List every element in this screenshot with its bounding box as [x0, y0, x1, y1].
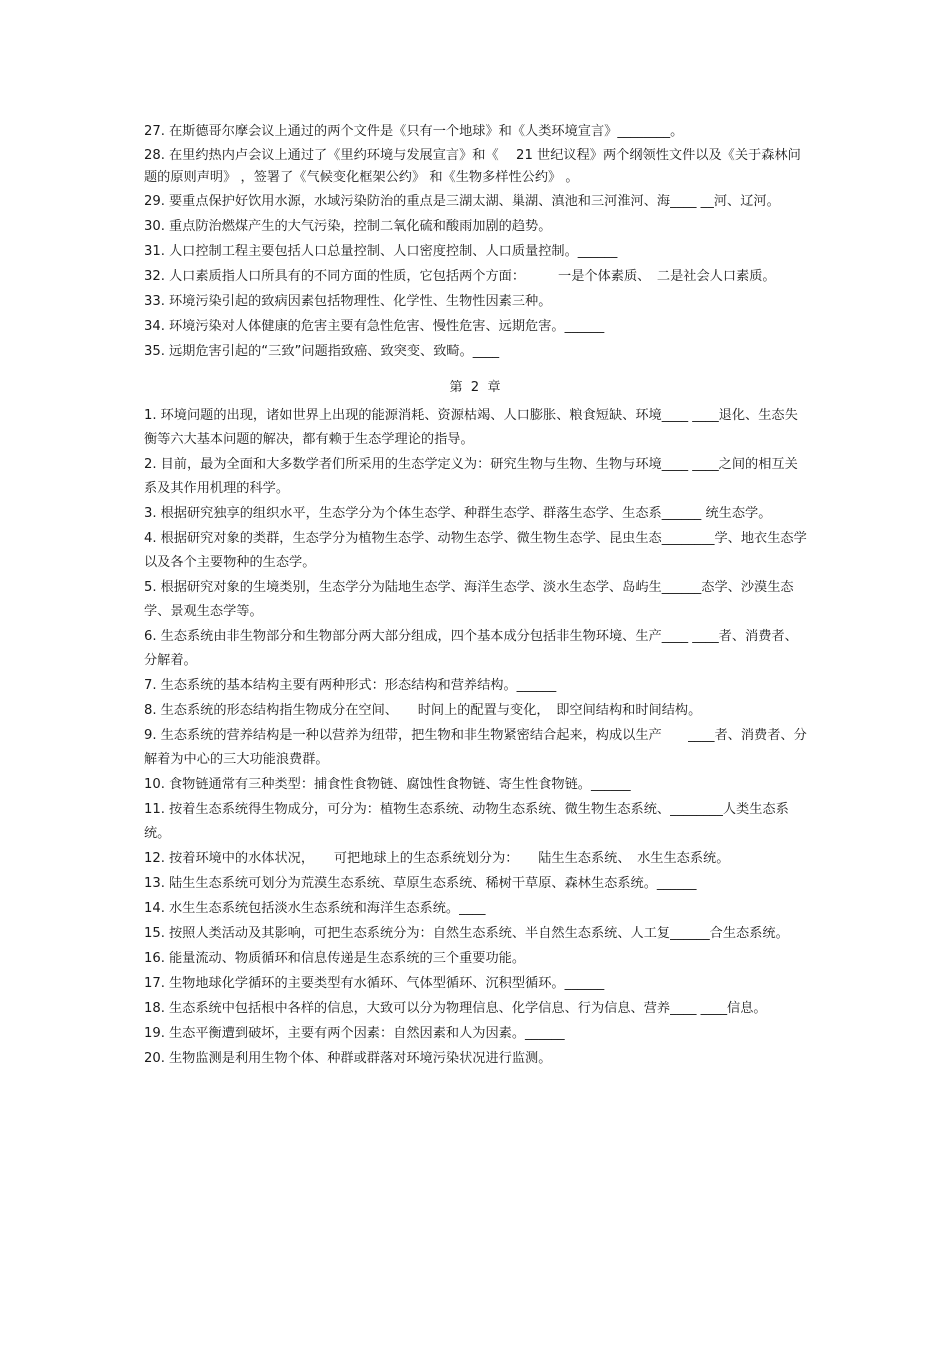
item-number: 33. — [144, 294, 165, 309]
list-item — [144, 576, 808, 624]
item-number: 3. — [144, 506, 157, 521]
item-text: 生态系统中包括根中各样的信息，大致可以分为物理信息、化学信息、行为信息、营养____ ____信息。 — [168, 1001, 767, 1016]
item-text: 生态系统由非生物部分和生物部分两大部分组成，四个基本成分包括非生物环境、生产____ ____者、消费者、分解着。 — [144, 629, 798, 668]
item-text: 在里约热内卢会议上通过了《里约环境与发展宣言》和《 21 世纪议程》两个纲领性文件以及《关于森林问题的原则声明》 ，签署了《气候变化框架公约》 和《生物多样性公约》 。 — [144, 148, 801, 185]
item-number: 29. — [144, 194, 165, 209]
chapter-heading: 第 2 章 — [449, 380, 503, 395]
item-number: 11. — [144, 802, 165, 817]
list-item — [144, 290, 808, 314]
item-text: 人口控制工程主要包括人口总量控制、人口密度控制、人口质量控制。______ — [168, 244, 618, 259]
list-item — [144, 922, 808, 946]
item-number: 9. — [144, 728, 157, 743]
item-number: 5. — [144, 580, 157, 595]
item-text: 环境污染对人体健康的危害主要有急性危害、慢性危害、远期危害。______ — [168, 319, 605, 334]
item-number: 13. — [144, 876, 165, 891]
item-number: 2. — [144, 457, 157, 472]
item-number: 31. — [144, 244, 165, 259]
list-item — [144, 502, 808, 526]
list-item — [144, 527, 808, 575]
item-text: 环境问题的出现，诸如世界上出现的能源消耗、资源枯竭、人口膨胀、粮食短缺、环境____ ____退化、生态失衡等六大基本问题的解决，都有赖于生态学理论的指导。 — [144, 408, 798, 447]
item-number: 4. — [144, 531, 157, 546]
item-text: 按着生态系统得生物成分，可分为：植物生态系统、动物生态系统、微生物生态系统、________人类生态系统。 — [144, 802, 789, 841]
list-item — [144, 190, 808, 214]
list-item — [144, 847, 808, 871]
item-text: 根据研究对象的生境类别，生态学分为陆地生态学、海洋生态学、淡水生态学、岛屿生______态学、沙漠生态学、景观生态学等。 — [144, 580, 794, 619]
list-item — [144, 215, 808, 239]
item-number: 14. — [144, 901, 165, 916]
item-number: 8. — [144, 703, 157, 718]
item-text: 食物链通常有三种类型：捕食性食物链、腐蚀性食物链、寄生性食物链。______ — [168, 777, 631, 792]
list-item — [144, 724, 808, 772]
list-item — [144, 699, 808, 723]
list-item — [144, 315, 808, 339]
list-item — [144, 120, 808, 144]
item-text: 生态系统的基本结构主要有两种形式：形态结构和营养结构。______ — [160, 678, 557, 693]
list-item — [144, 340, 808, 364]
list-item — [144, 265, 808, 289]
item-number: 32. — [144, 269, 165, 284]
item-text: 在斯德哥尔摩会议上通过的两个文件是《只有一个地球》和《人类环境宣言》________。 — [168, 124, 684, 139]
item-number: 7. — [144, 678, 157, 693]
item-text: 重点防治燃煤产生的大气污染，控制二氧化硫和酸雨加剧的趋势。 — [168, 219, 552, 234]
item-number: 12. — [144, 851, 165, 866]
item-text: 远期危害引起的“三致”问题指致癌、致突变、致畸。____ — [168, 344, 500, 359]
item-number: 30. — [144, 219, 165, 234]
item-number: 17. — [144, 976, 165, 991]
item-number: 1. — [144, 408, 157, 423]
item-text: 生态系统的营养结构是一种以营养为纽带，把生物和非生物紧密结合起来，构成以生产 ____者、消费者、分解着为中心的三大功能浪费群。 — [144, 728, 807, 767]
item-text: 要重点保护好饮用水源，水域污染防治的重点是三湖太湖、巢湖、滇池和三河淮河、海____ __河、辽河。 — [168, 194, 780, 209]
list-item — [144, 773, 808, 797]
item-number: 10. — [144, 777, 165, 792]
item-text: 根据研究对象的类群，生态学分为植物生态学、动物生态学、微生物生态学、昆虫生态________学、地衣生态学以及各个主要物种的生态学。 — [144, 531, 807, 570]
item-text: 生态系统的形态结构指生物成分在空间、 时间上的配置与变化， 即空间结构和时间结构。 — [160, 703, 702, 718]
item-text: 能量流动、物质循环和信息传递是生态系统的三个重要功能。 — [168, 951, 526, 966]
item-text: 水生生态系统包括淡水生态系统和海洋生态系统。____ — [168, 901, 486, 916]
list-item — [144, 404, 808, 452]
item-text: 生态平衡遭到破坏，主要有两个因素：自然因素和人为因素。______ — [168, 1026, 565, 1041]
item-text: 按着环境中的水体状况， 可把地球上的生态系统划分为： 陆生生态系统、 水生生态系统。 — [168, 851, 730, 866]
document-body — [144, 120, 808, 1071]
question-list-chapter-2 — [144, 404, 808, 1071]
list-item — [144, 1047, 808, 1071]
list-item — [144, 674, 808, 698]
item-number: 27. — [144, 124, 165, 139]
item-text: 目前，最为全面和大多数学者们所采用的生态学定义为：研究生物与生物、生物与环境____ ____之间的相互关系及其作用机理的科学。 — [144, 457, 798, 496]
item-number: 34. — [144, 319, 165, 334]
list-item — [144, 897, 808, 921]
item-number: 19. — [144, 1026, 165, 1041]
item-text: 人口素质指人口所具有的不同方面的性质，它包括两个方面： 一是个体素质、 二是社会人口素质。 — [168, 269, 776, 284]
item-number: 20. — [144, 1051, 165, 1066]
list-item — [144, 1022, 808, 1046]
item-number: 28. — [144, 148, 165, 163]
list-item — [144, 798, 808, 846]
item-text: 陆生生态系统可划分为荒漠生态系统、草原生态系统、稀树干草原、森林生态系统。______ — [168, 876, 697, 891]
item-text: 按照人类活动及其影响，可把生态系统分为：自然生态系统、半自然生态系统、人工复______合生态系统。 — [168, 926, 789, 941]
list-item — [144, 453, 808, 501]
list-item — [144, 625, 808, 673]
list-item — [144, 997, 808, 1021]
item-number: 15. — [144, 926, 165, 941]
list-item — [144, 947, 808, 971]
item-text: 环境污染引起的致病因素包括物理性、化学性、生物性因素三种。 — [168, 294, 552, 309]
item-number: 16. — [144, 951, 165, 966]
list-item — [144, 240, 808, 264]
list-item — [144, 145, 808, 189]
item-number: 35. — [144, 344, 165, 359]
item-text: 生物监测是利用生物个体、种群或群落对环境污染状况进行监测。 — [168, 1051, 552, 1066]
item-number: 6. — [144, 629, 157, 644]
question-list-chapter-1 — [144, 120, 808, 364]
item-number: 18. — [144, 1001, 165, 1016]
item-text: 生物地球化学循环的主要类型有水循环、气体型循环、沉积型循环。______ — [168, 976, 605, 991]
list-item — [144, 872, 808, 896]
item-text: 根据研究独享的组织水平，生态学分为个体生态学、种群生态学、群落生态学、生态系______ 统生态学。 — [160, 506, 772, 521]
list-item — [144, 972, 808, 996]
